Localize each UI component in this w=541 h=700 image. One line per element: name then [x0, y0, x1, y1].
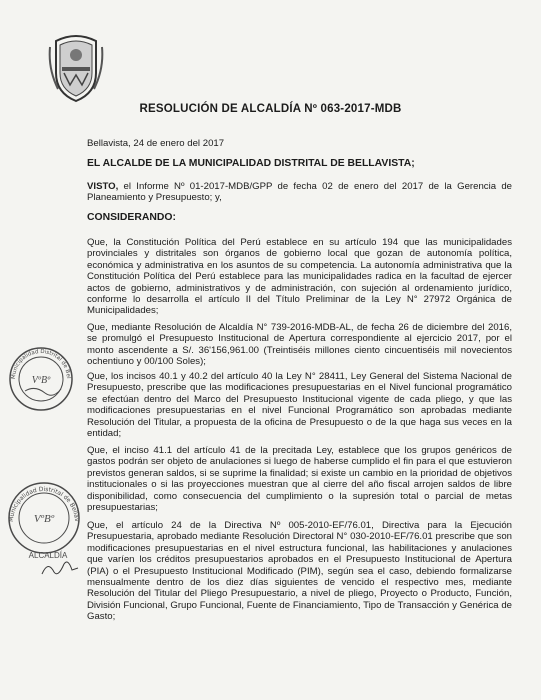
resolution-title: RESOLUCIÓN DE ALCALDÍA Nº 063-2017-MDB: [139, 103, 402, 115]
municipal-seal-logo: [48, 33, 104, 103]
stamp1-vobo: VºBº: [31, 375, 51, 386]
stamp2-vobo: VºBº: [33, 513, 55, 525]
date-line: Bellavista, 24 de enero del 2017: [87, 138, 225, 149]
visto-label: VISTO,: [87, 181, 119, 192]
vobo-stamp-1: [5, 345, 77, 413]
considerando-paragraph: Que, la Constitución Política del Perú establece en su artículo 194 que las municipalidades provinciales y distritales son órganos de gobierno local que gozan de autonomía política, económica y administrativa en los asuntos de su competencia. La autonomía administrativa que la Constitución Política del Perú establece para las municipalidades radica en la facultad de ejercer actos de gobierno, administrativos y de administración, con sujeción al ordenamiento jurídico, conforme lo desarrolla el artículo II del Título Preliminar de la Ley N° 27972 Orgánica de Municipalidades;: [87, 237, 512, 317]
stamp2-circular-text: Municipalidad Distrital de Bellav: [7, 485, 81, 523]
considerando-heading: CONSIDERANDO:: [87, 212, 176, 223]
considerando-paragraph: Que, los incisos 40.1 y 40.2 del artículo 40 la Ley N° 28411, Ley General del Sistema Nacional de Presupuesto, prescribe que las modificaciones presupuestarias en el Nivel funcional programático se efectúan dentro del Marco del Presupuesto Institucional vigente de cada pliego, y que las modificaciones presupuestarias en el nivel Funcional Programático son aprobadas mediante Resolución del Titular, a propuesta de la oficina de Presupuesto o de la que haga sus veces en la entidad;: [87, 371, 512, 440]
considerando-paragraph: Que, mediante Resolución de Alcaldía N° 739-2016-MDB-AL, de fecha 26 de diciembre del 2016, se promulgó el Presupuesto Institucional de Apertura correspondiente al ejercicio 2017, por el monto ascendente a S/. 36'156,961.00 (Treintiséis millones ciento cincuentiséis mil novecientos ochentiuno y 00/100 Soles);: [87, 322, 512, 368]
vobo-stamp-2: [4, 478, 84, 562]
handwritten-signature: [40, 556, 80, 580]
visto-paragraph: [87, 181, 512, 204]
considerando-paragraph: Que, el inciso 41.1 del artículo 41 de la precitada Ley, establece que los grupos genéricos de gastos podrán ser objeto de anulaciones si luego de haberse cumplido el fin para el que estuvieron previstos generan saldos, si se suprime la finalidad; si existe un cambio en la prioridad de objetivos institucionales o si las proyecciones muestran que al cierre del año fiscal arrojen saldos de libre disponibilidad, como consecuencia del cumplimiento o la supresión total o parcial de metas presupuestarias;: [87, 445, 512, 514]
considerando-paragraph: Que, el artículo 24 de la Directiva Nº 005-2010-EF/76.01, Directiva para la Ejecución Presupuestaria, aprobado mediante Resolución Directoral N° 030-2010-EF/76.01 prescribe que son modificaciones presupuestarias en el nivel estructura funcional, las habilitaciones y anulaciones que varíen los créditos presupuestarios aprobados en el Presupuesto Institucional de Apertura (PIA) o el Presupuesto Institucional Modificado (PIM), según sea el caso, debiendo formalizarse mensualmente dentro de los diez días siguientes de vencido el respectivo mes, mediante Resolución del Titular del Pliego Presupuestario, a nivel de pliego, Proyecto o Producto, Función, División Funcional, Grupo Funcional, Fuente de Financiamiento, Tipo de Transacción y Genérica de Gasto;: [87, 520, 512, 623]
stamp1-circular-text: Municipalidad Distrital de Bel: [10, 348, 72, 380]
visto-text: el Informe Nº 01-2017-MDB/GPP de fecha 02 de enero del 2017 de la Gerencia de Planeamiento y Presupuesto; y,: [87, 181, 512, 204]
stamp2-role: ALCALDÍA: [28, 551, 68, 560]
authority-heading: EL ALCALDE DE LA MUNICIPALIDAD DISTRITAL DE BELLAVISTA;: [87, 158, 415, 169]
